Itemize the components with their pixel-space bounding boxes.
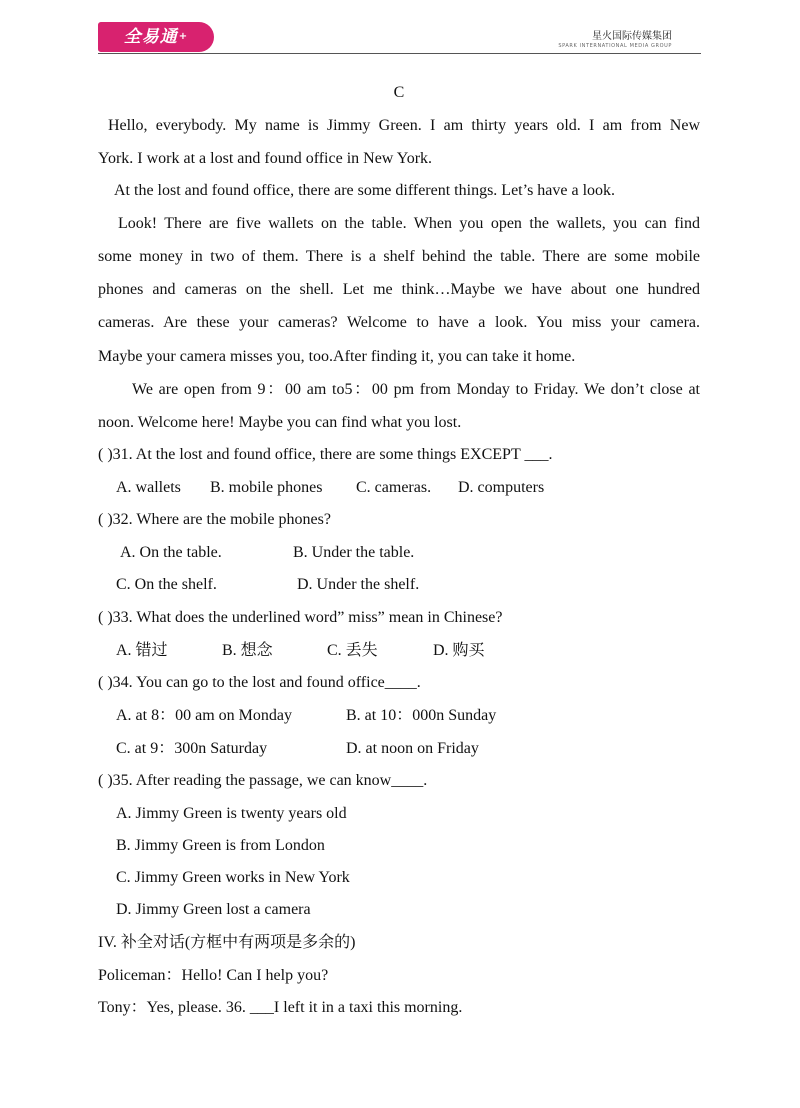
logo	[98, 22, 214, 52]
brand-en: SPARK INTERNATIONAL MEDIA GROUP	[558, 43, 672, 49]
answer-option: B. Jimmy Green is from London	[116, 837, 325, 854]
publisher-brand	[558, 27, 672, 49]
answer-option: C. cameras.	[356, 479, 432, 496]
passage-line: Hello, everybody. My name is Jimmy Green. I am thirty years old. I am from New	[108, 117, 700, 134]
header-divider	[98, 53, 701, 54]
answer-option: A. at 8：00 am on Monday	[116, 707, 292, 724]
section-heading: IV. 补全对话(方框中有两项是多余的)	[98, 934, 356, 951]
answer-option: D. computers	[458, 479, 545, 496]
answer-option: A. Jimmy Green is twenty years old	[116, 805, 347, 822]
question-stem: ( )32. Where are the mobile phones?	[98, 511, 331, 528]
section-label: C	[393, 84, 405, 101]
answer-option: A. wallets	[116, 479, 181, 496]
question-stem: ( )31. At the lost and found office, there are some things EXCEPT ___.	[98, 446, 553, 463]
question-stem: ( )34. You can go to the lost and found office____.	[98, 674, 421, 691]
answer-option: A. On the table.	[120, 544, 222, 561]
answer-option: B. mobile phones	[210, 479, 323, 496]
answer-option: C. at 9：300n Saturday	[116, 740, 268, 757]
passage-line: Look! There are five wallets on the table. When you open the wallets, you can find	[118, 215, 700, 232]
answer-option: C. On the shelf.	[116, 576, 217, 593]
answer-option: B. at 10：000n Sunday	[346, 707, 497, 724]
answer-option: D. Jimmy Green lost a camera	[116, 901, 311, 918]
answer-option: D. at noon on Friday	[346, 740, 479, 757]
answer-option: D. 购买	[433, 642, 485, 659]
question-stem: ( )33. What does the underlined word” miss” mean in Chinese?	[98, 609, 503, 626]
answer-option: C. 丢失	[327, 642, 378, 659]
dialogue-line: Policeman：Hello! Can I help you?	[98, 967, 329, 984]
answer-option: B. 想念	[222, 642, 273, 659]
passage-line: We are open from 9：00 am to5：00 pm from Monday to Friday. We don’t close at	[132, 381, 700, 398]
dialogue-line: Tony：Yes, please. 36. ___I left it in a taxi this morning.	[98, 999, 463, 1016]
brand-cn: 星火国际传媒集团	[592, 31, 672, 42]
question-stem: ( )35. After reading the passage, we can know____.	[98, 772, 428, 789]
answer-option: A. 错过	[116, 642, 168, 659]
passage-line: York. I work at a lost and found office in New York.	[98, 150, 433, 167]
logo-text: 全易通	[123, 27, 178, 47]
answer-option: C. Jimmy Green works in New York	[116, 869, 350, 886]
passage-line: At the lost and found office, there are some different things. Let’s have a look.	[114, 182, 616, 199]
passage-line: some money in two of them. There is a shelf behind the table. There are some mobile	[98, 248, 700, 265]
answer-option: B. Under the table.	[293, 544, 415, 561]
passage-line: cameras. Are these your cameras? Welcome to have a look. You miss your camera.	[98, 314, 700, 331]
answer-option: D. Under the shelf.	[297, 576, 420, 593]
logo-star: +	[178, 31, 189, 42]
passage-line: Maybe your camera misses you, too.After finding it, you can take it home.	[98, 348, 576, 365]
passage-line: noon. Welcome here! Maybe you can find what you lost.	[98, 414, 462, 431]
passage-line: phones and cameras on the shell. Let me think…Maybe we have about one hundred	[98, 281, 700, 298]
